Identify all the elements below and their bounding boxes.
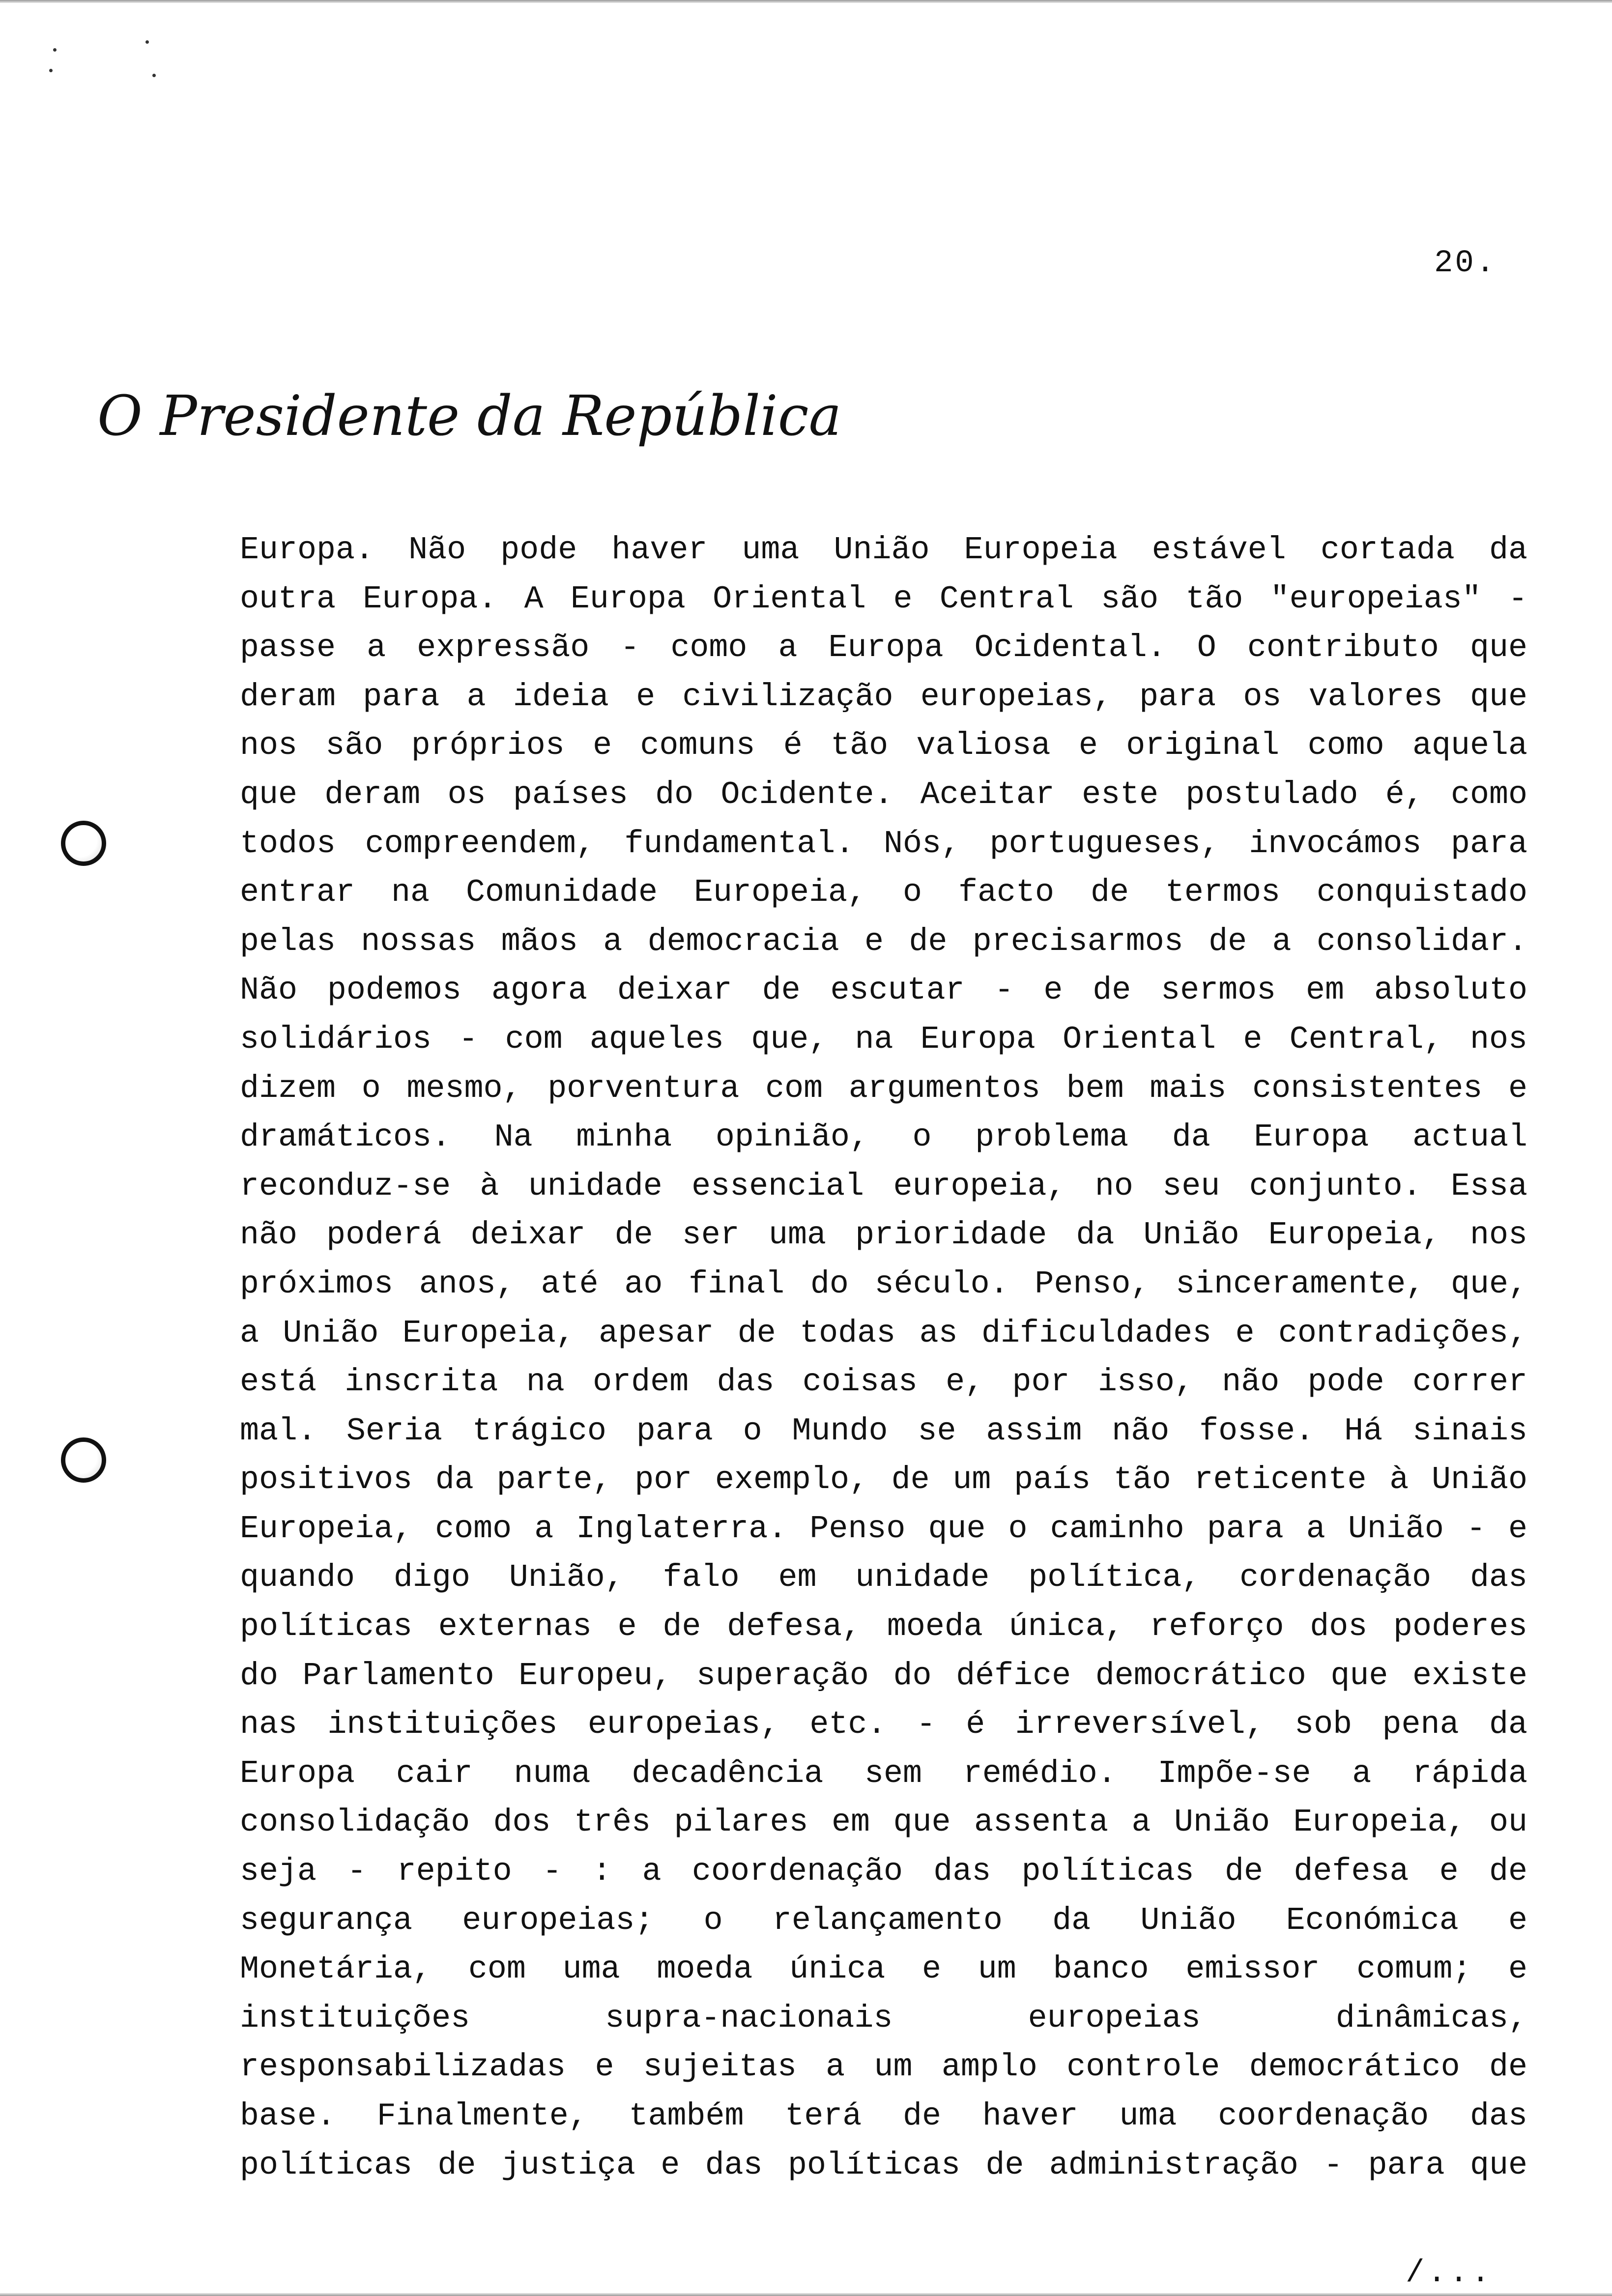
text-line: outra Europa. A Europa Oriental e Central são tão "europeias" -	[240, 580, 1527, 617]
text-line: mal. Seria trágico para o Mundo se assim não fosse. Há sinais	[240, 1412, 1527, 1449]
text-line: pelas nossas mãos a democracia e de precisarmos de a consolidar.	[240, 923, 1527, 960]
text-line: Europa. Não pode haver uma União Europeia estável cortada da	[240, 532, 1527, 568]
scan-top-edge	[0, 0, 1612, 3]
scan-speck	[49, 69, 53, 72]
text-line: base. Finalmente, também terá de haver uma coordenação das	[240, 2098, 1527, 2134]
punch-hole	[61, 821, 106, 866]
punch-hole	[61, 1437, 106, 1483]
text-line: positivos da parte, por exemplo, de um país tão reticente à União	[240, 1462, 1527, 1498]
letterhead	[92, 381, 842, 459]
text-line: Europeia, como a Inglaterra. Penso que o caminho para a União - e	[240, 1510, 1527, 1547]
text-line: dizem o mesmo, porventura com argumentos bem mais consistentes e	[240, 1070, 1527, 1107]
scan-speck	[152, 74, 156, 77]
text-line: está inscrita na ordem das coisas e, por isso, não pode correr	[240, 1364, 1527, 1401]
text-line: Não podemos agora deixar de escutar - e de sermos em absoluto	[240, 972, 1527, 1009]
text-line: instituições supra-nacionais europeias dinâmicas,	[240, 2000, 1527, 2037]
scan-speck	[145, 40, 149, 44]
text-line: nas instituições europeias, etc. - é irreversível, sob pena da	[240, 1706, 1527, 1743]
text-line: políticas externas e de defesa, moeda única, reforço dos poderes	[240, 1608, 1527, 1645]
page-number: 20.	[1434, 246, 1497, 281]
continuation-mark: /...	[1406, 2256, 1493, 2291]
text-line: Monetária, com uma moeda única e um banco emissor comum; e	[240, 1951, 1527, 1988]
text-line: a União Europeia, apesar de todas as dificuldades e contradições,	[240, 1315, 1527, 1351]
text-line: seja - repito - : a coordenação das políticas de defesa e de	[240, 1853, 1527, 1890]
text-line: do Parlamento Europeu, superação do défice democrático que existe	[240, 1657, 1527, 1694]
text-line: responsabilizadas e sujeitas a um amplo controle democrático de	[240, 2049, 1527, 2086]
text-line: todos compreendem, fundamental. Nós, portugueses, invocámos para	[240, 825, 1527, 862]
text-line: próximos anos, até ao final do século. Penso, sinceramente, que,	[240, 1265, 1527, 1302]
text-line: reconduz-se à unidade essencial europeia, no seu conjunto. Essa	[240, 1168, 1527, 1205]
text-line: solidários - com aqueles que, na Europa Oriental e Central, nos	[240, 1021, 1527, 1058]
text-line: quando digo União, falo em unidade política, cordenação das	[240, 1559, 1527, 1596]
body-text	[240, 526, 1527, 2190]
scan-speck	[53, 48, 57, 52]
text-line: políticas de justiça e das políticas de administração - para que	[240, 2147, 1527, 2183]
text-line: que deram os países do Ocidente. Aceitar este postulado é, como	[240, 776, 1527, 813]
text-line: entrar na Comunidade Europeia, o facto de termos conquistado	[240, 874, 1527, 911]
text-line: segurança europeias; o relançamento da União Económica e	[240, 1902, 1527, 1939]
text-line: não poderá deixar de ser uma prioridade da União Europeia, nos	[240, 1217, 1527, 1254]
text-line: deram para a ideia e civilização europeias, para os valores que	[240, 678, 1527, 715]
letterhead-script: O Presidente da República	[97, 384, 842, 448]
text-line: dramáticos. Na minha opinião, o problema da Europa actual	[240, 1119, 1527, 1156]
text-line: passe a expressão - como a Europa Ocidental. O contributo que	[240, 630, 1527, 666]
text-line: Europa cair numa decadência sem remédio. Impõe-se a rápida	[240, 1755, 1527, 1792]
text-line: nos são próprios e comuns é tão valiosa e original como aquela	[240, 727, 1527, 764]
scan-bottom-edge	[0, 2293, 1612, 2296]
text-line: consolidação dos três pilares em que assenta a União Europeia, ou	[240, 1804, 1527, 1841]
